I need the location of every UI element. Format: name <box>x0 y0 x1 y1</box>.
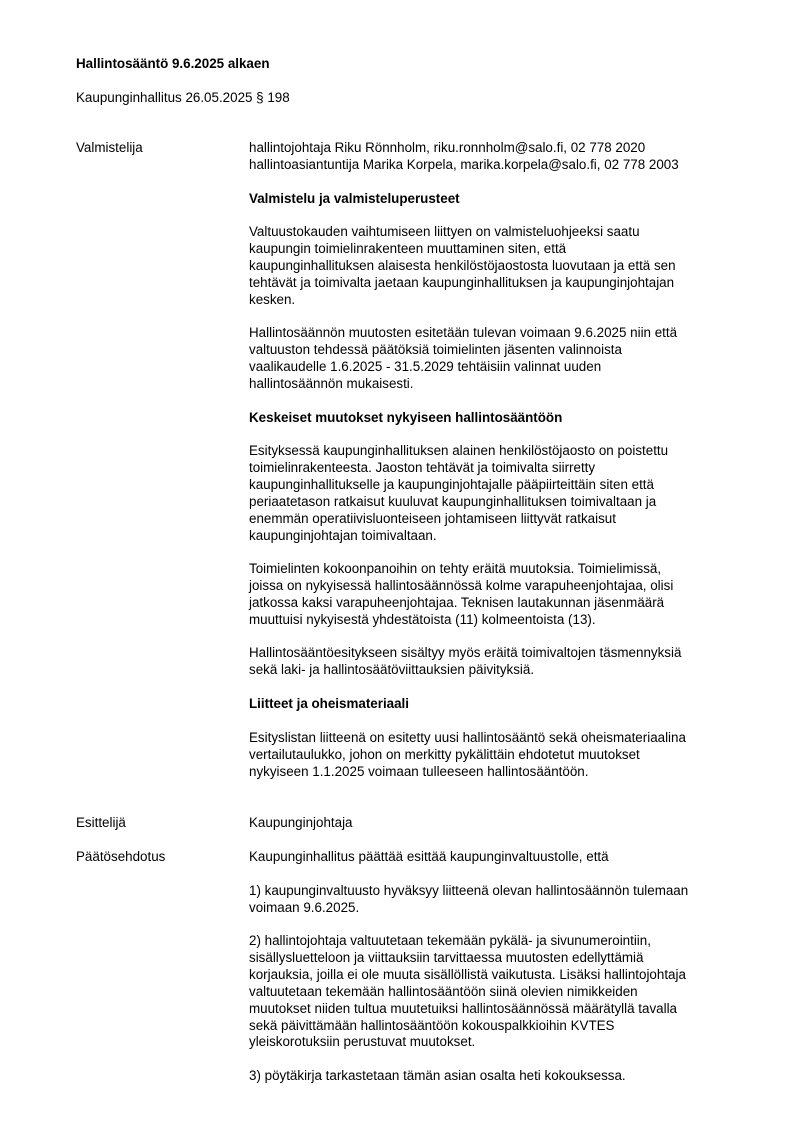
proposal-label: Päätösehdotus <box>76 849 166 864</box>
text-line: voimaan 9.6.2025. <box>249 899 360 915</box>
proposal-item <box>249 933 739 1051</box>
text-line: valtuuston tehdessä päätöksiä toimielinten jäsenten valinnoista <box>249 341 622 357</box>
text-line: kaupungin toimielinrakenteen muuttaminen siten, että <box>249 240 567 256</box>
text-line: 1) kaupunginvaltuusto hyväksyy liitteenä olevan hallintosäännön tulemaan <box>249 883 689 898</box>
text-line: sekä päivittämään hallintosääntöön kokouspalkkioihin KVTES <box>249 1017 615 1033</box>
paragraph <box>249 325 739 393</box>
presenter-label: Esittelijä <box>76 815 126 830</box>
text-line: tehtävät ja toimivalta jaetaan kaupunginhallituksen ja kaupunginjohtajan <box>249 274 675 290</box>
text-line: kaupunginhallitukselle ja kaupunginjohtajalle pääpiirteittäin siten että <box>249 476 654 492</box>
text-line: kesken. <box>249 291 296 307</box>
text-line: vaalikaudelle 1.6.2025 - 31.5.2029 tehtäisiin valinnat uuden <box>249 358 602 374</box>
paragraph <box>249 645 739 679</box>
text-line: periaatetason ratkaisut kuuluvat kaupunginhallituksen toimivaltaan ja <box>249 493 657 509</box>
preparer-line: hallintojohtaja Riku Rönnholm, riku.ronnholm@salo.fi, 02 778 2020 <box>249 140 646 155</box>
section-heading: Keskeiset muutokset nykyiseen hallintosääntöön <box>249 410 563 425</box>
text-line: sekä laki- ja hallintosäätöviittauksien päivityksiä. <box>249 661 535 677</box>
text-line: hallintosäännön mukaisesti. <box>249 375 414 391</box>
text-line: Valtuustokauden vaihtumiseen liittyen on valmisteluohjeeksi saatu <box>249 224 640 239</box>
text-line: muutokset niiden tultua muutetuiksi hallintosäännössä määrätyllä tavalla <box>249 1000 677 1016</box>
paragraph <box>249 443 739 544</box>
section-heading: Liitteet ja oheismateriaali <box>249 696 410 711</box>
text-line: 2) hallintojohtaja valtuutetaan tekemään pykälä- ja sivunumerointiin, <box>249 933 651 948</box>
paragraph <box>249 561 739 629</box>
paragraph <box>249 224 739 309</box>
proposal-item <box>249 883 739 917</box>
text-line: valtuutetaan tekemään hallintosääntöön siinä olevien nimikkeiden <box>249 983 638 999</box>
proposal-item <box>249 1068 739 1085</box>
text-line: Kaupunginhallitus päättää esittää kaupunginvaltuustolle, että <box>249 849 609 864</box>
text-line: muuttuisi nykyisestä yhdestätoista (11) kolmeentoista (13). <box>249 611 596 627</box>
text-line: Esityksessä kaupunginhallituksen alainen henkilöstöjaosto on poistettu <box>249 443 669 458</box>
text-line: sisällysluetteloon ja viittauksiin tarvittaessa muutosten edellyttämiä <box>249 949 644 965</box>
presenter-value: Kaupunginjohtaja <box>249 815 353 830</box>
text-line: kaupunginjohtajan toimivaltaan. <box>249 527 437 543</box>
text-line: jatkossa kaksi varapuheenjohtajaa. Teknisen lautakunnan jäsenmäärä <box>249 594 665 610</box>
text-line: 3) pöytäkirja tarkastetaan tämän asian osalta heti kokouksessa. <box>249 1068 626 1083</box>
text-line: korjauksia, joilla ei ole muuta sisällöllistä vaikutusta. Lisäksi hallintojohtaja <box>249 966 686 982</box>
text-line: enemmän operatiivisluonteiseen johtamiseen liittyvät ratkaisut <box>249 510 616 526</box>
paragraph <box>249 730 739 781</box>
text-line: vertailutaulukko, johon on merkitty pykälittäin ehdotetut muutokset <box>249 746 640 762</box>
section-heading: Valmistelu ja valmisteluperusteet <box>249 191 460 206</box>
meeting-reference: Kaupunginhallitus 26.05.2025 § 198 <box>76 90 290 105</box>
text-line: kaupunginhallituksen alaisesta henkilöstöjaostosta luovutaan ja että sen <box>249 257 676 273</box>
text-line: Hallintosääntöesitykseen sisältyy myös eräitä toimivaltojen täsmennyksiä <box>249 645 682 660</box>
paragraph <box>249 849 739 866</box>
text-line: toimielinrakenteesta. Jaoston tehtävät ja toimivalta siirretty <box>249 459 596 475</box>
text-line: joissa on nykyisessä hallintosäännössä kolme varapuheenjohtajaa, olisi <box>249 577 674 593</box>
text-line: yleiskorotuksiin perustuvat muutokset. <box>249 1034 476 1050</box>
text-line: Hallintosäännön muutosten esitetään tulevan voimaan 9.6.2025 niin että <box>249 325 678 340</box>
text-line: nykyiseen 1.1.2025 voimaan tulleeseen hallintosääntöön. <box>249 763 589 779</box>
preparer-line: hallintoasiantuntija Marika Korpela, marika.korpela@salo.fi, 02 778 2003 <box>249 156 679 172</box>
text-line: Esityslistan liitteenä on esitetty uusi hallintosääntö sekä oheismateriaalina <box>249 730 686 745</box>
text-line: Toimielinten kokoonpanoihin on tehty eräitä muutoksia. Toimielimissä, <box>249 561 662 576</box>
preparer-block <box>249 140 739 174</box>
document-title: Hallintosääntö 9.6.2025 alkaen <box>76 56 270 71</box>
preparer-label: Valmistelija <box>76 140 143 155</box>
